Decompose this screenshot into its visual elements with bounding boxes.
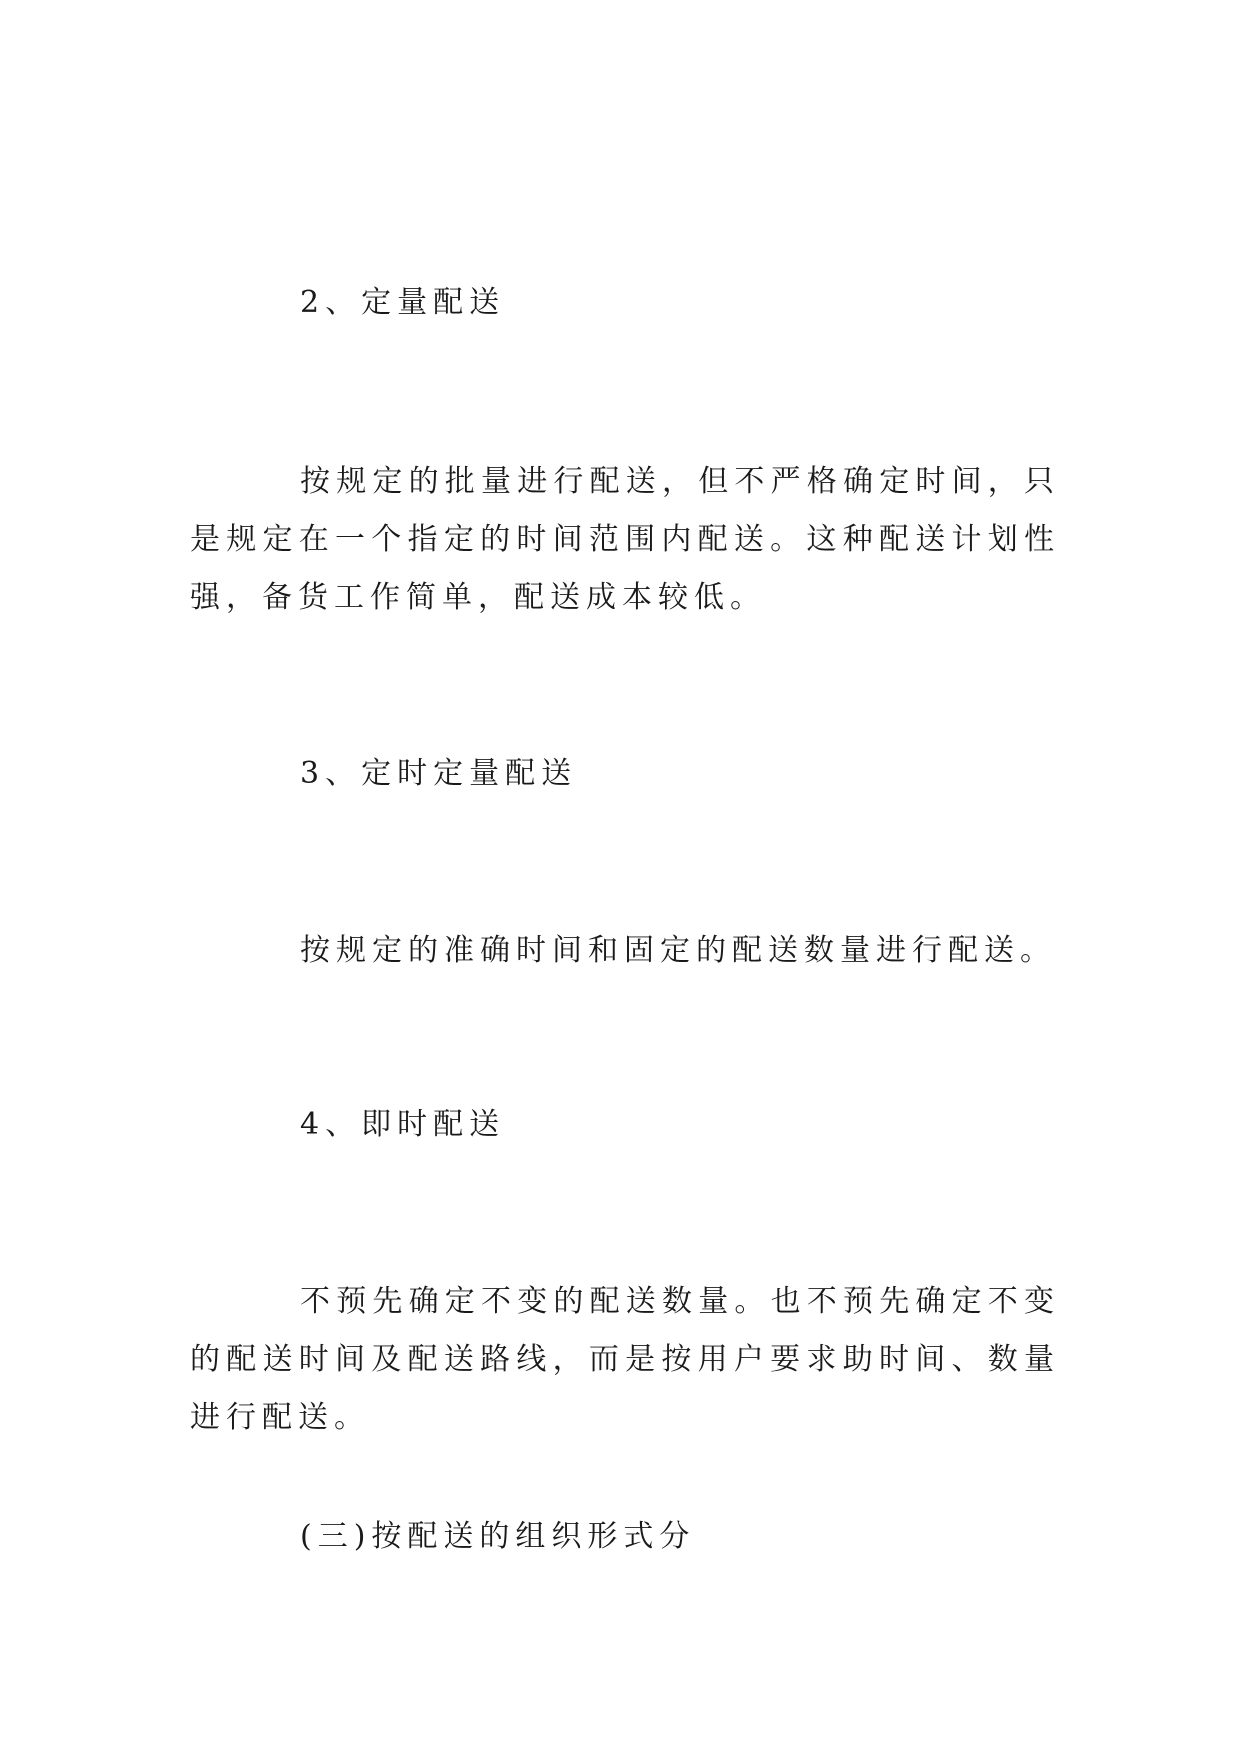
- section-heading-timed-quantity-delivery: 3、定时定量配送: [300, 756, 578, 791]
- section-heading-quantity-delivery: 2、定量配送: [300, 285, 506, 320]
- section-body-instant-delivery: 不预先确定不变的配送数量。也不预先确定不变的配送时间及配送路线，而是按用户要求助时间、数量进行配送。: [190, 1284, 1060, 1435]
- section-heading-instant-delivery: 4、即时配送: [300, 1107, 506, 1142]
- section-body-timed-quantity-delivery: 按规定的准确时间和固定的配送数量进行配送。: [300, 933, 1056, 968]
- section-heading-organization-form: (三)按配送的组织形式分: [300, 1519, 696, 1554]
- section-body-quantity-delivery: 按规定的批量进行配送，但不严格确定时间，只是规定在一个指定的时间范围内配送。这种配送计划性强，备货工作简单，配送成本较低。: [190, 464, 1060, 615]
